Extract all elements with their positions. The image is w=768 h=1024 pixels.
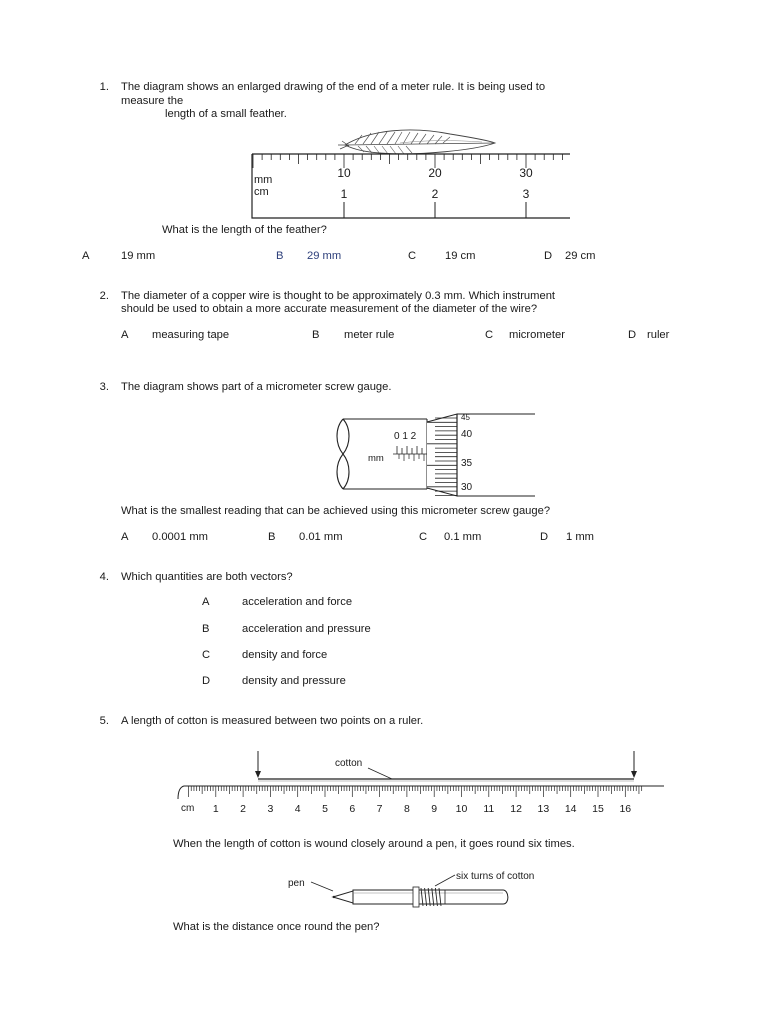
unit-label: mm <box>368 453 384 464</box>
option-text: 19 cm <box>445 250 476 262</box>
question-text: measure the <box>121 95 184 107</box>
option-letter: C <box>408 250 417 262</box>
option-text: 0.01 mm <box>299 531 343 543</box>
option-text: 29 mm <box>307 250 342 262</box>
ruler-number: 5 <box>322 803 328 815</box>
question-text: The diameter of a copper wire is thought to be approximately 0.3 mm. Which instrument <box>121 290 556 302</box>
cm-label: cm <box>254 186 269 198</box>
ruler-number: 11 <box>483 803 495 815</box>
micrometer-diagram <box>335 410 540 500</box>
mm-tick-label: 30 <box>519 166 533 180</box>
cm-tick-label: 2 <box>431 187 439 201</box>
ruler-number: 4 <box>294 803 301 815</box>
option-letter: A <box>82 250 90 262</box>
option-letter: D <box>544 250 553 262</box>
mm-tick-label: 10 <box>337 166 351 180</box>
option-text: measuring tape <box>152 329 230 341</box>
option-letter: A <box>121 329 129 341</box>
question-number: 1. <box>99 81 109 93</box>
ruler-number: 8 <box>403 803 410 815</box>
option-letter: C <box>419 531 428 543</box>
option-text: ruler <box>647 329 670 341</box>
ruler-number: 15 <box>592 803 604 815</box>
option-text: 19 mm <box>121 250 156 262</box>
question-text: length of a small feather. <box>165 108 287 120</box>
feather-image <box>338 130 495 154</box>
question-number: 2. <box>99 290 109 302</box>
question-number: 4. <box>99 571 109 583</box>
ruler-number: 3 <box>267 803 274 815</box>
rule-mm-ticks <box>253 154 562 168</box>
option-letter: D <box>540 531 549 543</box>
ruler-number: 1 <box>212 803 219 815</box>
option-letter: B <box>268 531 276 543</box>
option-text: micrometer <box>509 329 565 341</box>
sleeve-scale-label: 0 1 2 <box>394 431 417 442</box>
option-letter: B <box>276 250 284 262</box>
question-text: The diagram shows part of a micrometer screw gauge. <box>121 381 392 393</box>
question-text: Which quantities are both vectors? <box>121 571 293 583</box>
question-text: When the length of cotton is wound closely around a pen, it goes round six times. <box>173 838 575 850</box>
ruler-number: 13 <box>537 803 550 815</box>
thimble-label: 35 <box>461 458 473 469</box>
meter-rule-diagram <box>250 128 575 223</box>
thimble-label: 45 <box>461 413 470 422</box>
ruler-number: 14 <box>564 803 577 815</box>
cotton-ruler-diagram <box>170 745 670 820</box>
question-text: The diagram shows an enlarged drawing of the end of a meter rule. It is being used to <box>121 81 546 93</box>
option-text: 1 mm <box>566 531 594 543</box>
ruler-number: 7 <box>376 803 383 815</box>
ruler-ticks <box>189 786 642 797</box>
option-text: density and pressure <box>242 675 346 687</box>
cm-tick-label: 3 <box>522 187 530 201</box>
cotton-label: cotton <box>335 758 363 769</box>
question-ask: What is the smallest reading that can be achieved using this micrometer screw gauge? <box>121 505 551 517</box>
mm-tick-label: 20 <box>428 166 442 180</box>
rule-outline <box>252 154 570 218</box>
ruler-number: 16 <box>619 803 632 815</box>
ruler-number: 2 <box>240 803 247 815</box>
option-text: 0.0001 mm <box>152 531 208 543</box>
option-text: meter rule <box>344 329 395 341</box>
ruler-number: 10 <box>455 803 468 815</box>
thimble-label: 40 <box>461 429 473 440</box>
mm-label: mm <box>254 174 273 186</box>
ruler-number: 12 <box>510 803 522 815</box>
question-text: A length of cotton is measured between two points on a ruler. <box>121 715 424 727</box>
option-letter: C <box>485 329 494 341</box>
option-letter: B <box>202 623 210 635</box>
option-letter: A <box>121 531 129 543</box>
thimble-label: 30 <box>461 482 473 493</box>
pen-diagram <box>285 868 555 916</box>
question-number: 5. <box>99 715 109 727</box>
option-text: density and force <box>242 649 328 661</box>
question-ask: What is the distance once round the pen? <box>173 921 380 933</box>
turns-label: six turns of cotton <box>456 871 535 882</box>
ruler-number: 6 <box>349 803 356 815</box>
option-letter: B <box>312 329 320 341</box>
option-text: 29 cm <box>565 250 596 262</box>
option-letter: C <box>202 649 211 661</box>
cm-tick-label: 1 <box>340 187 348 201</box>
unit-label: cm <box>181 803 195 814</box>
question-number: 3. <box>99 381 109 393</box>
option-text: 0.1 mm <box>444 531 482 543</box>
ruler-numbers <box>213 803 631 815</box>
question-text: should be used to obtain a more accurate measurement of the diameter of the wire? <box>121 303 538 315</box>
question-ask: What is the length of the feather? <box>162 224 327 236</box>
option-letter: D <box>202 675 211 687</box>
pen-label: pen <box>288 878 305 889</box>
option-letter: A <box>202 596 210 608</box>
ruler-number: 9 <box>431 803 438 815</box>
option-text: acceleration and pressure <box>242 623 371 635</box>
option-text: acceleration and force <box>242 596 353 608</box>
option-letter: D <box>628 329 637 341</box>
